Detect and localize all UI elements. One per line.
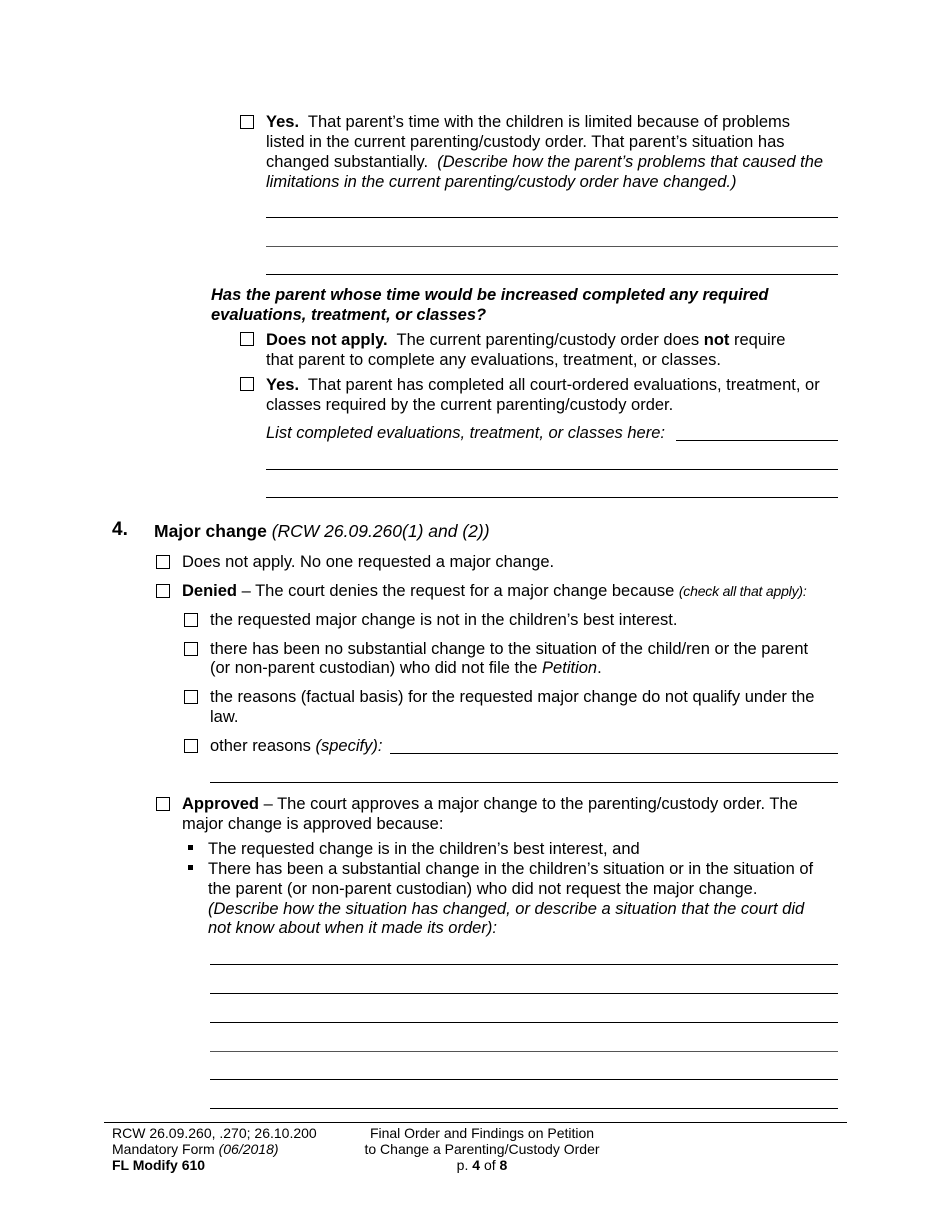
approved-describe-line-2[interactable] [210,993,838,994]
footer-center-line1: Final Order and Findings on Petition [369,1125,595,1141]
describe-line-3[interactable] [266,274,838,275]
evaluations-question-line2: evaluations, treatment, or classes? [211,306,487,324]
approved-checkbox[interactable] [156,797,170,811]
reason-not-qualify-line1: the reasons (factual basis) for the requested major change do not qualify under the [210,688,815,706]
describe-line-1[interactable] [266,217,838,218]
yes-limited-line1: Yes. That parent’s time with the children is limited because of problems [266,113,791,131]
major-change-not-apply-checkbox[interactable] [156,555,170,569]
eval-does-not-apply-line2: that parent to complete any evaluations, treatment, or classes. [266,351,721,369]
reason-no-substantial-change-line2: (or non-parent custodian) who did not file the Petition. [210,659,602,677]
footer-rule [104,1122,847,1123]
approved-describe-line-6[interactable] [210,1108,838,1109]
reason-no-substantial-change-line1: there has been no substantial change to the situation of the child/ren or the parent [210,640,809,658]
approved-describe-line-1[interactable] [210,964,838,965]
major-change-not-apply-text: Does not apply. No one requested a major change. [182,553,555,571]
approved-line2: major change is approved because: [182,815,444,833]
yes-limited-line2: listed in the current parenting/custody order. That parent’s situation has [266,133,785,151]
footer-left-line1: RCW 26.09.260, .270; 26.10.200 [112,1125,317,1141]
approved-line1: Approved – The court approves a major change to the parenting/custody order. The [182,795,798,813]
bullet-marker [188,865,193,870]
eval-list-prompt: List completed evaluations, treatment, or classes here: [266,424,665,442]
approved-bullet-2-hint2: not know about when it made its order): [208,919,497,937]
eval-yes-line2: classes required by the current parenting/custody order. [266,396,674,414]
approved-bullet-2-hint1: (Describe how the situation has changed, or describe a situation that the court did [208,900,805,918]
eval-list-line-2[interactable] [266,469,838,470]
yes-limited-checkbox[interactable] [240,115,254,129]
approved-bullet-1: The requested change is in the children’s best interest, and [208,840,640,858]
footer-page-number: p. 4 of 8 [456,1157,508,1173]
approved-bullet-2-line2: the parent (or non-parent custodian) who did not request the major change. [208,880,758,898]
reason-other-checkbox[interactable] [184,739,198,753]
reason-no-substantial-change-checkbox[interactable] [184,642,198,656]
reason-not-best-interest-checkbox[interactable] [184,613,198,627]
footer-form-id: FL Modify 610 [112,1157,206,1173]
bullet-marker [188,845,193,850]
approved-describe-line-4[interactable] [210,1051,838,1052]
eval-list-line-1[interactable] [676,440,838,441]
eval-does-not-apply-checkbox[interactable] [240,332,254,346]
reason-not-best-interest-text: the requested major change is not in the children’s best interest. [210,611,678,629]
footer-center-line2: to Change a Parenting/Custody Order [364,1141,600,1157]
eval-yes-checkbox[interactable] [240,377,254,391]
denied-text: Denied – The court denies the request for a major change because (check all that apply): [182,582,807,600]
section-4-number: 4. [112,519,128,540]
eval-does-not-apply-line1: Does not apply. The current parenting/custody order does not require [266,331,786,349]
evaluations-question-line1: Has the parent whose time would be increased completed any required [211,286,769,304]
yes-limited-line3: changed substantially. (Describe how the parent’s problems that caused the [266,153,824,171]
describe-line-2[interactable] [266,246,838,247]
yes-limited-line4: limitations in the current parenting/custody order have changed.) [266,173,737,191]
other-reasons-line-2[interactable] [210,782,838,783]
eval-list-line-3[interactable] [266,497,838,498]
approved-describe-line-5[interactable] [210,1079,838,1080]
approved-bullet-2-line1: There has been a substantial change in the children’s situation or in the situation of [208,860,814,878]
other-reasons-line-1[interactable] [390,753,838,754]
section-4-heading: Major change (RCW 26.09.260(1) and (2)) [154,521,490,541]
footer-left-line2: Mandatory Form (06/2018) [112,1141,279,1157]
reason-not-qualify-line2: law. [210,708,239,726]
reason-not-qualify-checkbox[interactable] [184,690,198,704]
approved-describe-line-3[interactable] [210,1022,838,1023]
eval-yes-line1: Yes. That parent has completed all court-ordered evaluations, treatment, or [266,376,820,394]
reason-other-text: other reasons (specify): [210,737,383,755]
denied-checkbox[interactable] [156,584,170,598]
